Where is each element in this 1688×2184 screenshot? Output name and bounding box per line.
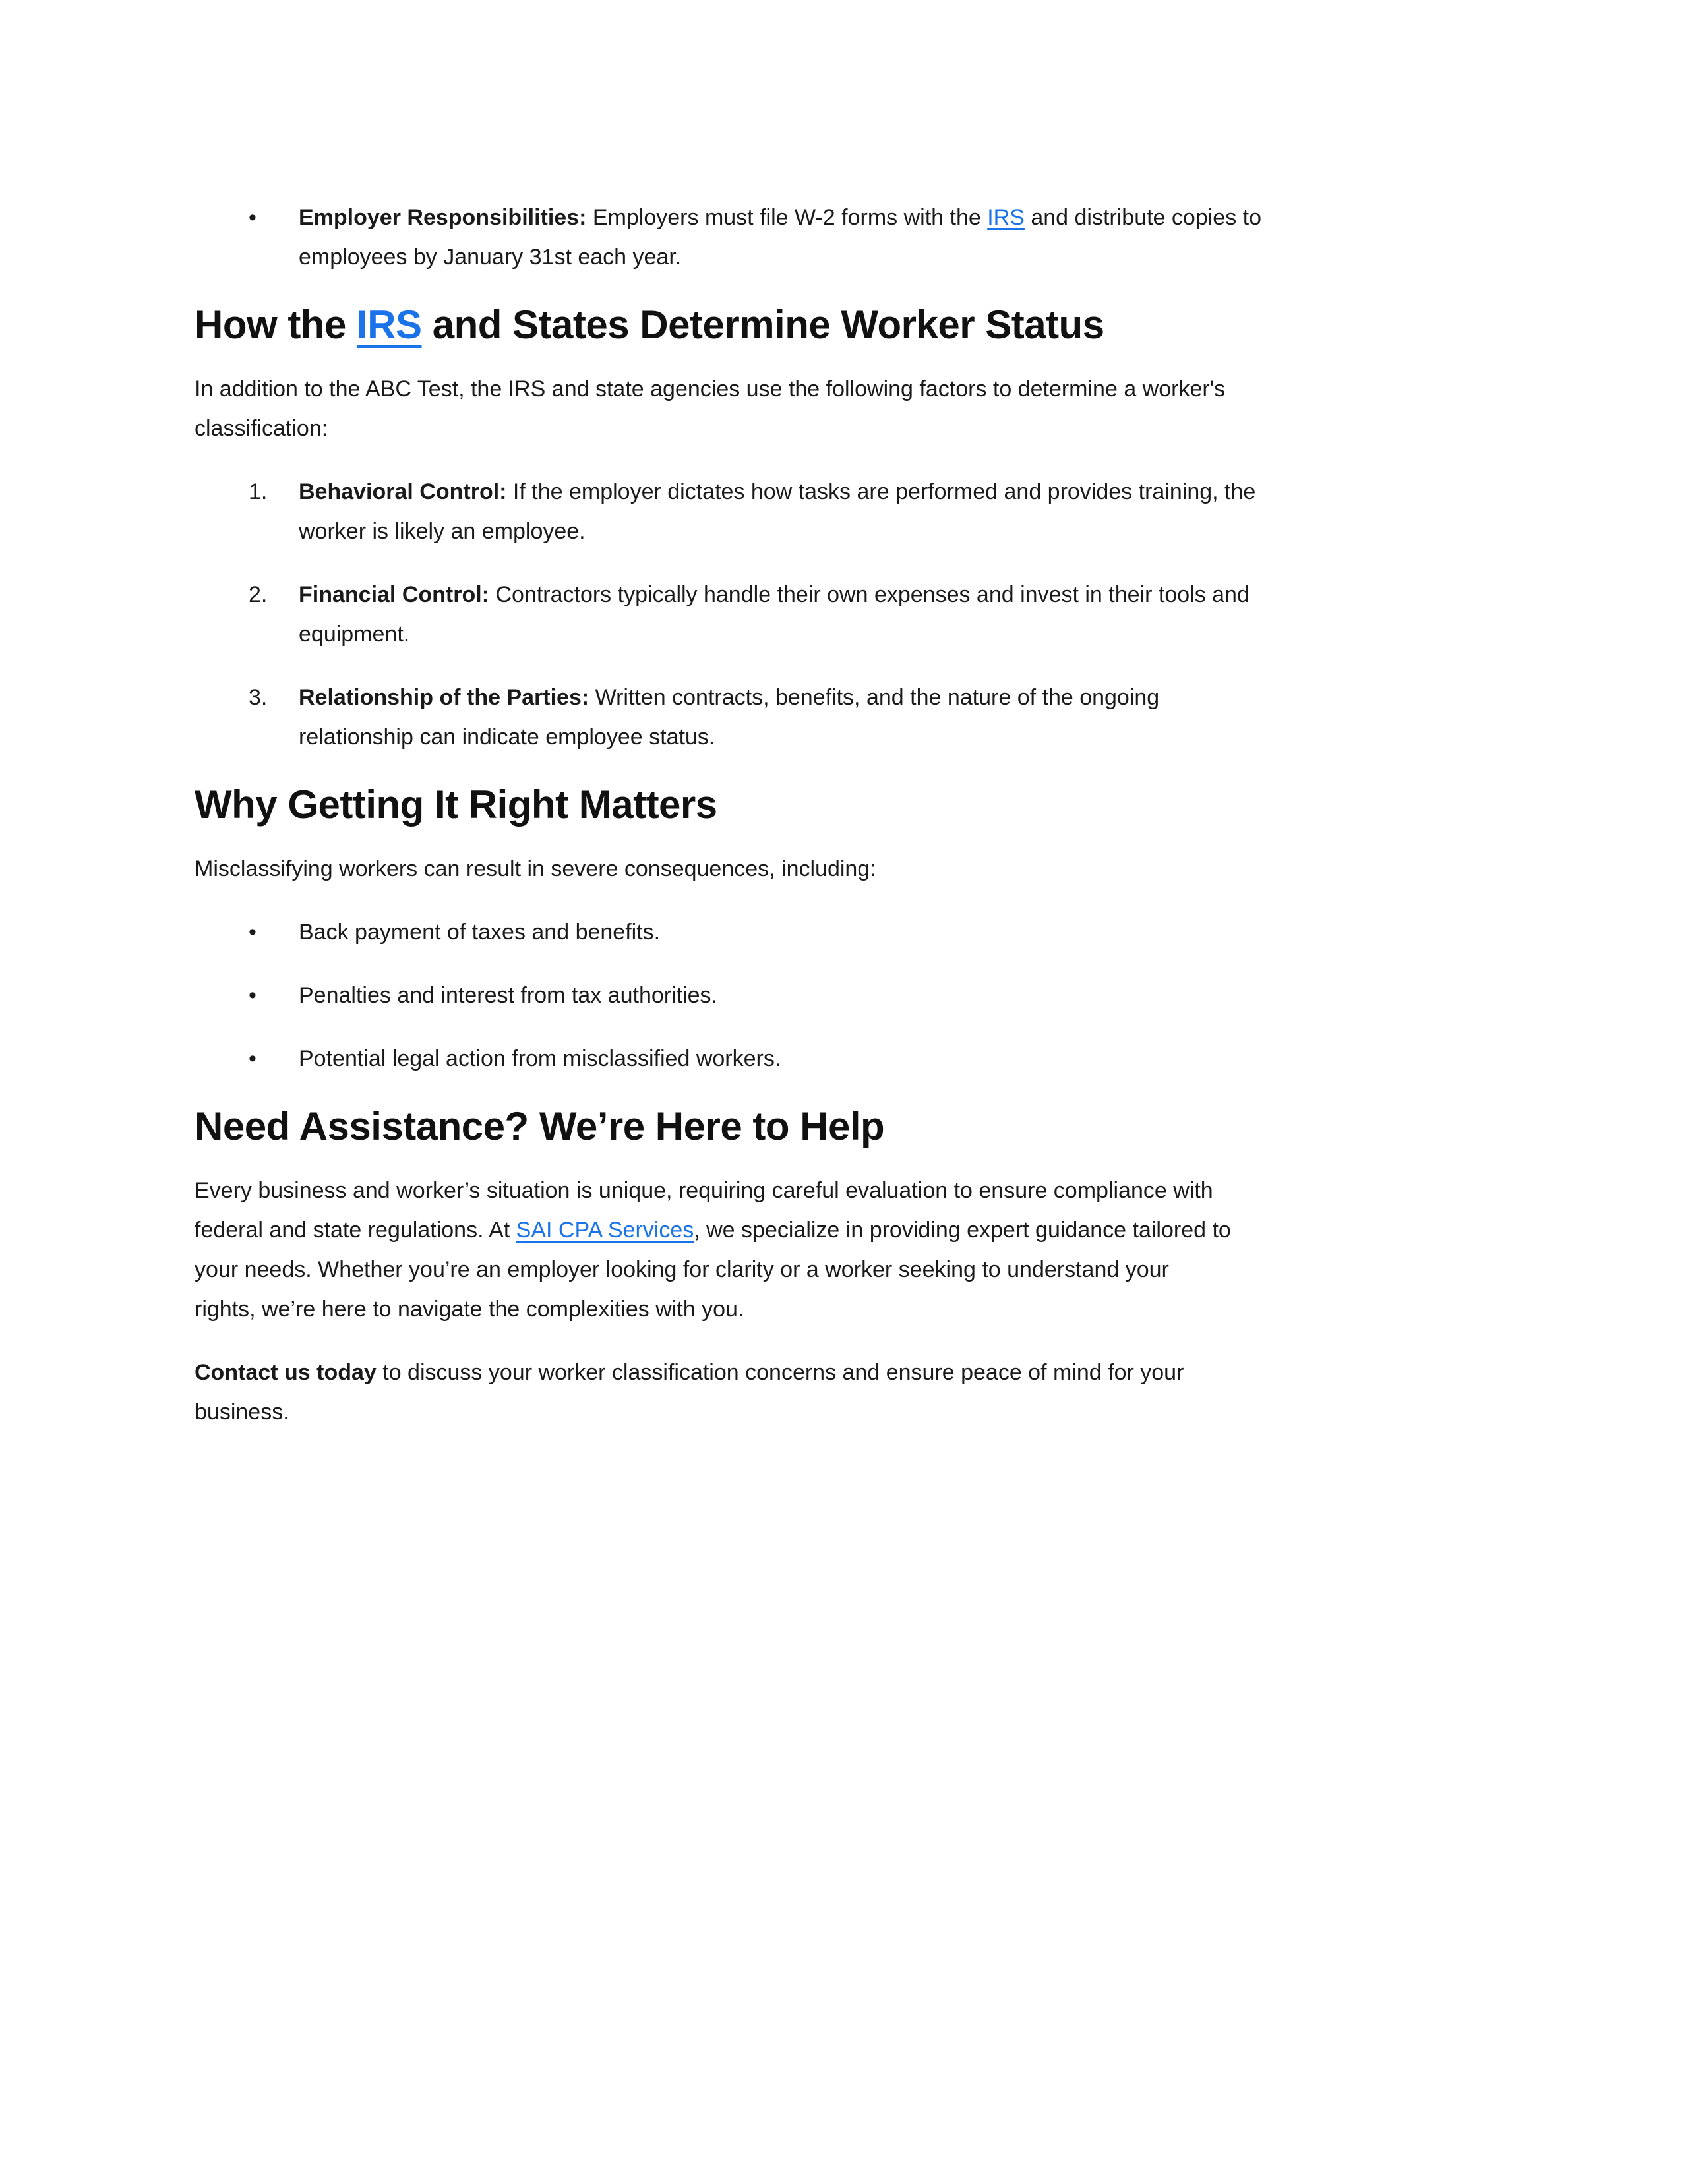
text-line (299, 472, 1470, 512)
text-line (195, 369, 1470, 409)
bullet-marker: • (249, 205, 256, 230)
list-item-text (299, 575, 1470, 654)
text-segment: If the employer dictates how tasks are performed and provides training, the (506, 479, 1256, 504)
text-segment: relationship can indicate employee status. (299, 724, 715, 750)
heading-how-irs-determines-status (195, 301, 1470, 349)
text-segment: Back payment of taxes and benefits. (299, 920, 661, 945)
text-line (299, 198, 1470, 237)
text-line (195, 1353, 1470, 1392)
text-segment: Employers must file W-2 forms with the (586, 205, 988, 230)
text-line (299, 912, 1470, 952)
text-segment: Financial Control: (299, 582, 489, 607)
bullet-marker: • (249, 1046, 256, 1071)
sai-cpa-services-link[interactable]: SAI CPA Services (516, 1218, 694, 1243)
list-item-penalties (195, 976, 1470, 1015)
text-line (195, 301, 1470, 349)
text-line (195, 1392, 1470, 1432)
text-line (299, 678, 1470, 717)
text-segment: federal and state regulations. At (195, 1218, 516, 1243)
bullet-marker: • (249, 983, 256, 1008)
list-item-employer-responsibilities (195, 198, 1470, 277)
text-segment: Employer Responsibilities: (299, 205, 587, 230)
number-marker: 3. (249, 685, 268, 710)
text-line (299, 614, 1470, 654)
classification-factors-list (195, 472, 1470, 757)
paragraph-every-business (195, 1171, 1470, 1329)
bullet-marker: • (249, 920, 256, 945)
text-segment: classification: (195, 416, 328, 441)
text-line (299, 575, 1470, 614)
text-segment: and States Determine Worker Status (421, 303, 1104, 347)
text-segment: Behavioral Control: (299, 479, 507, 504)
text-segment: your needs. Whether you’re an employer looking for clarity or a worker seeking to understand your (195, 1257, 1169, 1282)
text-segment: and distribute copies to (1024, 205, 1261, 230)
text-line (299, 237, 1470, 277)
text-line (195, 1289, 1470, 1329)
employer-responsibilities-list (195, 198, 1470, 277)
text-segment: Written contracts, benefits, and the nature of the ongoing (589, 685, 1160, 710)
text-segment: Contact us today (195, 1360, 377, 1385)
text-line (195, 1210, 1470, 1250)
text-segment: business. (195, 1400, 289, 1425)
text-line (195, 849, 1470, 889)
text-segment: rights, we’re here to navigate the complexities with you. (195, 1297, 744, 1322)
number-marker: 2. (249, 582, 268, 607)
list-item-text (299, 678, 1470, 757)
text-segment: Potential legal action from misclassified workers. (299, 1046, 781, 1071)
list-item-legal-action (195, 1039, 1470, 1078)
heading-why-getting-it-right-matters: Why Getting It Right Matters (195, 782, 717, 827)
text-line (299, 976, 1470, 1015)
text-segment: employees by January 31st each year. (299, 245, 682, 270)
text-segment: How the (195, 303, 357, 347)
text-segment: Every business and worker’s situation is unique, requiring careful evaluation to ensure compliance with (195, 1178, 1213, 1203)
list-item-text (299, 198, 1470, 277)
paragraph-misclassifying-intro (195, 849, 1470, 889)
list-item-text (299, 1039, 1470, 1078)
text-segment: In addition to the ABC Test, the IRS and state agencies use the following factors to determine a worker's (195, 376, 1226, 401)
paragraph-contact-us (195, 1353, 1470, 1432)
text-line (195, 1171, 1470, 1210)
text-line (299, 717, 1470, 757)
list-item-behavioral-control (195, 472, 1470, 551)
paragraph-abc-test-intro (195, 369, 1470, 448)
list-item-text (299, 912, 1470, 952)
list-item-back-payment (195, 912, 1470, 952)
number-marker: 1. (249, 479, 268, 504)
consequences-list (195, 912, 1470, 1078)
list-item-financial-control (195, 575, 1470, 654)
text-line (195, 1250, 1470, 1289)
text-segment: equipment. (299, 622, 410, 647)
irs-link-heading[interactable]: IRS (357, 303, 422, 347)
text-line (195, 409, 1470, 448)
text-line (299, 512, 1470, 551)
text-line (299, 1039, 1470, 1078)
list-item-text (299, 976, 1470, 1015)
text-segment: Relationship of the Parties: (299, 685, 589, 710)
irs-link-bullet[interactable]: IRS (987, 205, 1025, 230)
text-segment: Misclassifying workers can result in severe consequences, including: (195, 856, 876, 881)
text-segment: worker is likely an employee. (299, 519, 586, 544)
text-segment: to discuss your worker classification concerns and ensure peace of mind for your (376, 1360, 1184, 1385)
text-segment: Penalties and interest from tax authorities. (299, 983, 717, 1008)
text-segment: , we specialize in providing expert guidance tailored to (694, 1218, 1231, 1243)
text-segment: Contractors typically handle their own expenses and invest in their tools and (489, 582, 1250, 607)
heading-need-assistance: Need Assistance? We’re Here to Help (195, 1104, 885, 1148)
list-item-relationship-parties (195, 678, 1470, 757)
list-item-text (299, 472, 1470, 551)
